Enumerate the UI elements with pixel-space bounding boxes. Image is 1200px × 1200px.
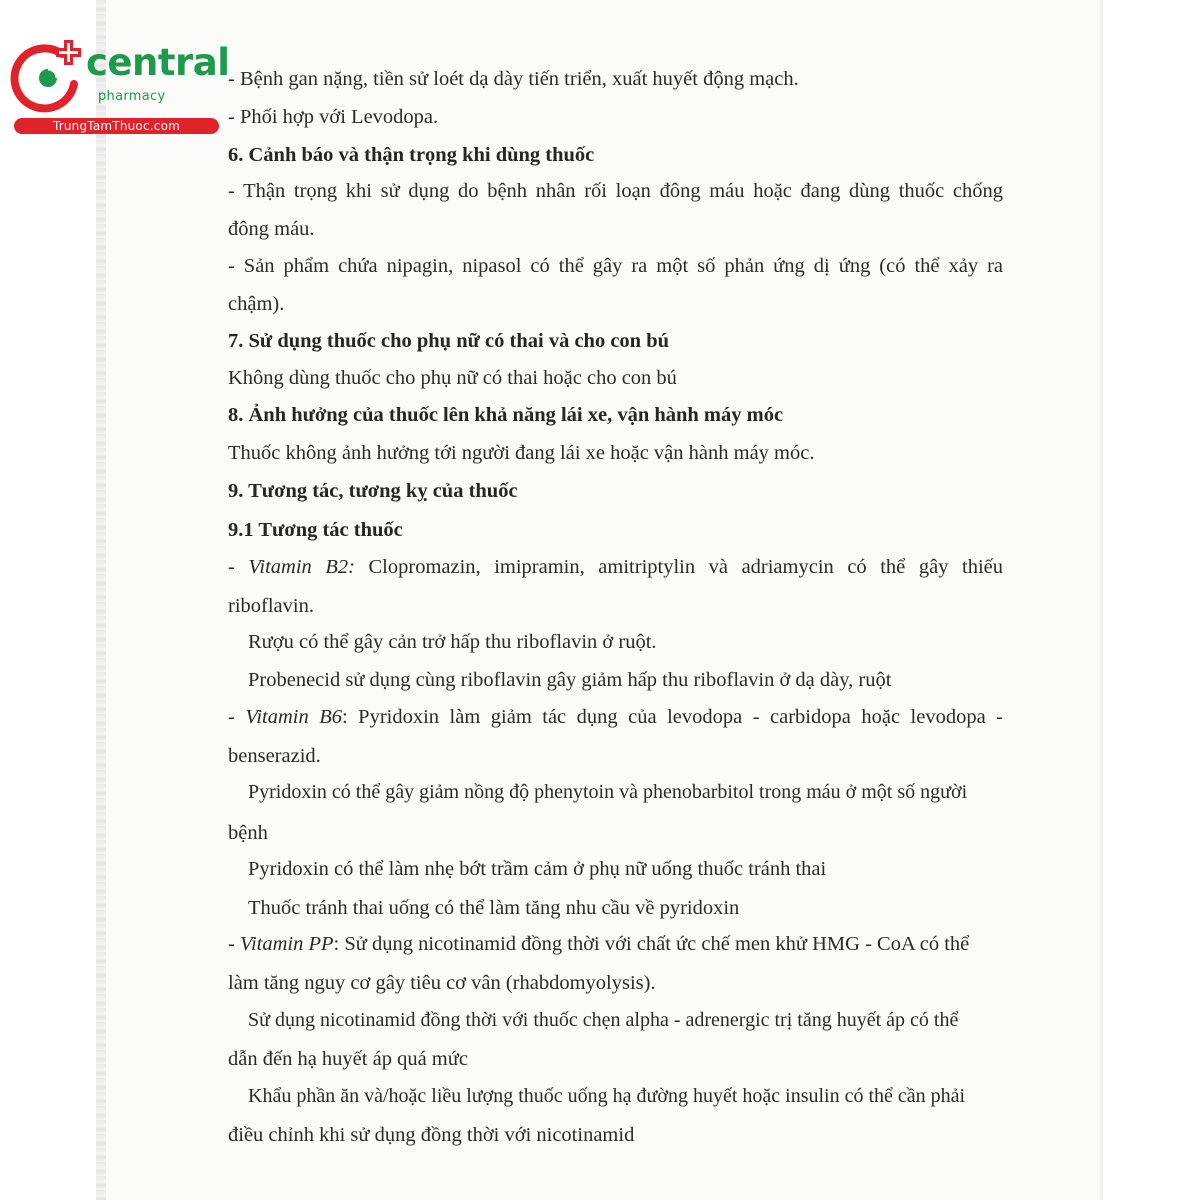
text-line: Không dùng thuốc cho phụ nữ có thai hoặc cho con bú [228,367,677,389]
text-fragment: Clopromazin, imipramin, amitriptylin và adriamycin có thể gây thiếu [368,556,1003,578]
text-line [228,934,969,955]
text-line: Pyridoxin có thể gây giảm nồng độ phenytoin và phenobarbitol trong máu ở một số người [248,781,968,803]
text-line: điều chỉnh khi sử dụng đồng thời với nicotinamid [228,1124,635,1146]
text-line: Probenecid sử dụng cùng riboflavin gây giảm hấp thu riboflavin ở dạ dày, ruột [248,669,892,691]
text-line: Sử dụng nicotinamid đồng thời với thuốc chẹn alpha - adrenergic trị tăng huyết áp có thể [248,1009,959,1031]
section-heading-7: 7. Sử dụng thuốc cho phụ nữ có thai và cho con bú [228,330,669,352]
section-heading-9: 9. Tương tác, tương kỵ của thuốc [228,480,518,502]
text-line [228,707,1003,728]
section-heading-8: 8. Ảnh hưởng của thuốc lên khả năng lái xe, vận hành máy móc [228,404,784,426]
text-line: - Thận trọng khi sử dụng do bệnh nhân rối loạn đông máu hoặc đang dùng thuốc chống [228,180,1003,202]
text-line: - Phối hợp với Levodopa. [228,106,439,128]
text-line: - Bệnh gan nặng, tiền sử loét dạ dày tiến triển, xuất huyết động mạch. [228,68,799,90]
central-pharmacy-logo [10,38,230,138]
logo-subtitle: pharmacy [98,89,166,104]
pharmacy-cross-logo-icon [10,38,88,116]
text-fragment: : Pyridoxin làm giảm tác dụng của levodopa - carbidopa hoặc levodopa - [341,706,1003,728]
text-line: Khẩu phần ăn và/hoặc liều lượng thuốc uống hạ đường huyết hoặc insulin có thể cần phải [248,1085,966,1107]
paper-edge [1100,0,1103,1200]
text-line: dẫn đến hạ huyết áp quá mức [228,1048,468,1070]
logo-website-banner: TrungTamThuoc.com [14,118,219,134]
text-line: bệnh [228,822,268,844]
text-line: Rượu có thể gây cản trở hấp thu riboflavin ở ruột. [248,631,657,653]
text-fragment: : Sử dụng nicotinamid đồng thời với chất ức chế men khử HMG - CoA có thể [333,933,970,955]
text-line: đông máu. [228,218,315,240]
subsection-heading-9-1: 9.1 Tương tác thuốc [228,519,403,541]
logo-brand-text: central [86,41,230,84]
vitamin-b6-label: - Vitamin B6 [228,706,342,728]
text-line: chậm). [228,293,285,315]
text-line: Thuốc không ảnh hưởng tới người đang lái xe hoặc vận hành máy móc. [228,442,815,464]
text-line: riboflavin. [228,595,314,617]
binding-shadow [96,0,106,1200]
text-line: làm tăng nguy cơ gây tiêu cơ vân (rhabdomyolysis). [228,972,656,994]
vitamin-pp-label: - Vitamin PP [228,933,334,955]
text-line: - Sản phẩm chứa nipagin, nipasol có thể gây ra một số phản ứng dị ứng (có thể xảy ra [228,255,1003,277]
text-line: Thuốc tránh thai uống có thể làm tăng nhu cầu về pyridoxin [248,897,740,919]
text-line: Pyridoxin có thể làm nhẹ bớt trầm cảm ở phụ nữ uống thuốc tránh thai [248,858,827,880]
vitamin-b2-label: - Vitamin B2: [228,556,355,578]
text-line [228,557,1003,578]
text-line: benserazid. [228,745,321,767]
section-heading-6: 6. Cảnh báo và thận trọng khi dùng thuốc [228,144,595,166]
